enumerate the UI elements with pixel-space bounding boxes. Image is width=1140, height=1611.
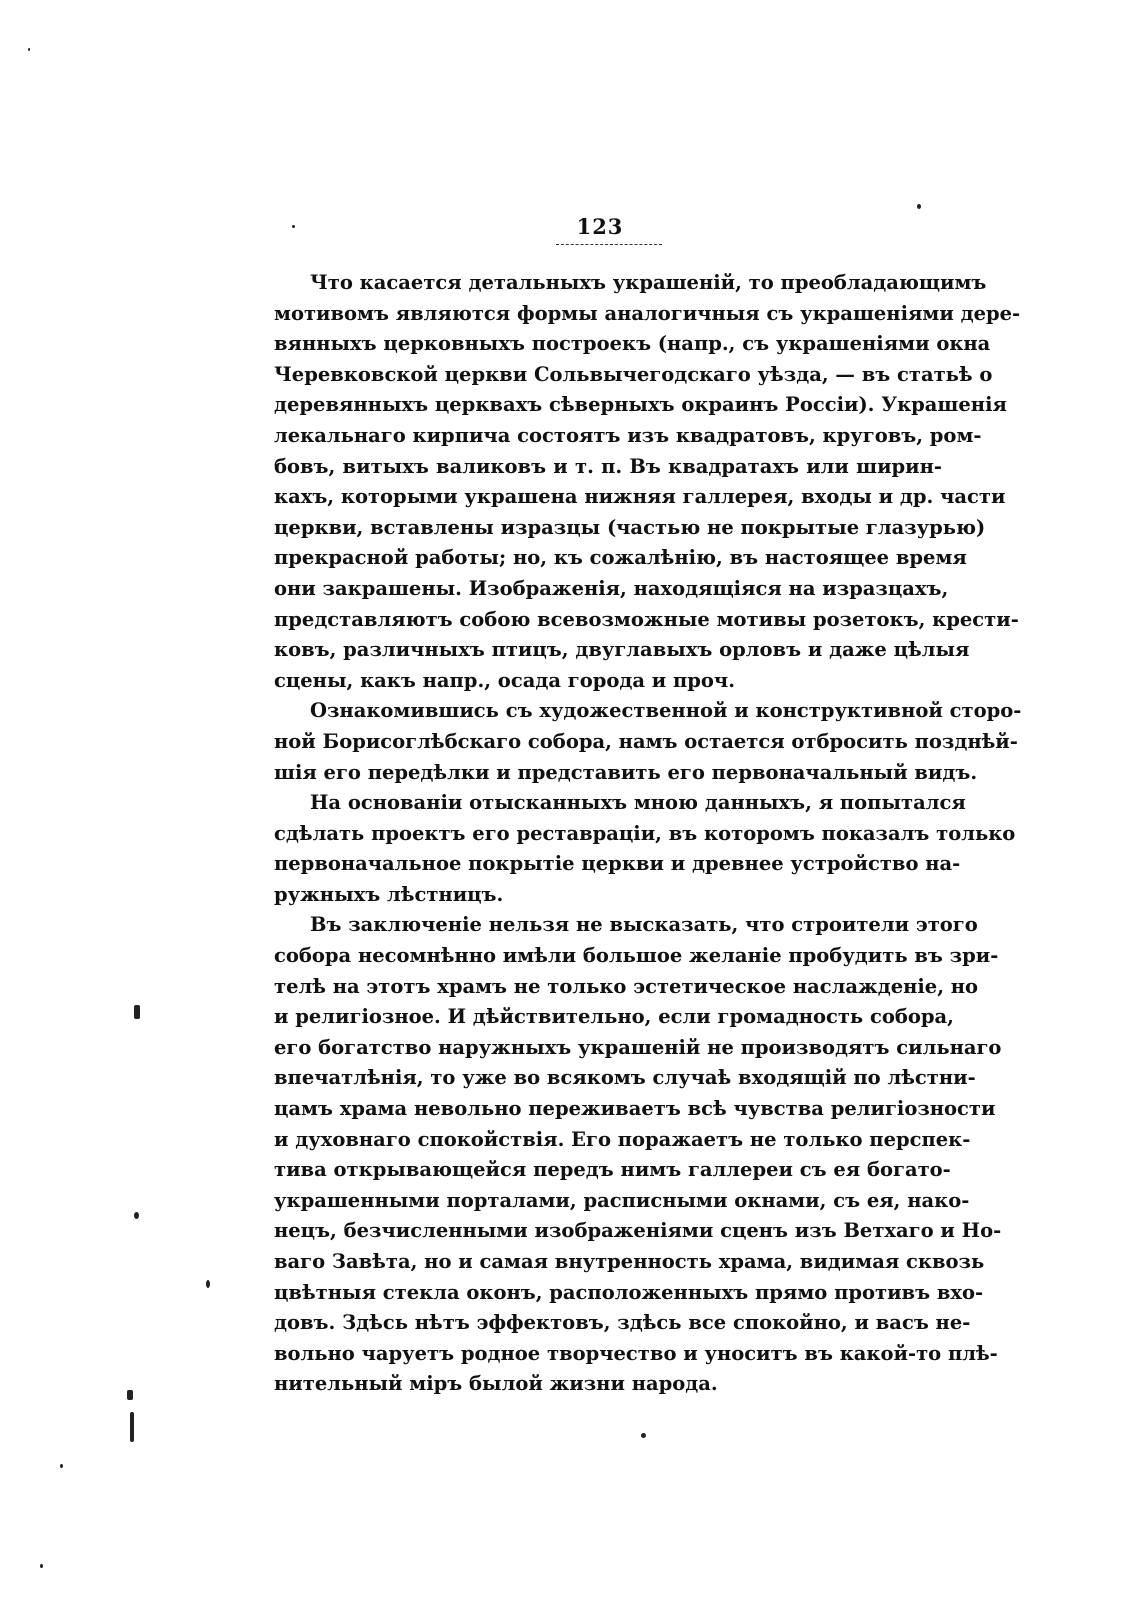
scan-speck xyxy=(40,1564,43,1568)
scan-speck xyxy=(134,1005,140,1019)
text-line: цамъ храма невольно переживаетъ всѣ чувства религіозности xyxy=(274,1097,996,1121)
text-line: лекальнаго кирпича состоятъ изъ квадратовъ, круговъ, ром- xyxy=(274,423,982,447)
paragraph xyxy=(274,788,1016,910)
scan-speck xyxy=(127,1390,133,1400)
text-line: украшенными порталами, расписными окнами, съ ея, нако- xyxy=(274,1188,970,1212)
text-line: Черевковской церкви Сольвычегодскаго уѣзда, — въ статьѣ о xyxy=(274,362,993,386)
text-line: прекрасной работы; но, къ сожалѣнію, въ настоящее время xyxy=(274,546,967,570)
scan-speck xyxy=(134,1212,139,1219)
text-line: сдѣлать проектъ его реставраціи, въ которомъ показалъ только xyxy=(274,821,1016,845)
text-line: вянныхъ церковныхъ построекъ (напр., съ украшеніями окна xyxy=(274,332,991,356)
text-line: они закрашены. Изображенія, находящіяся на изразцахъ, xyxy=(274,576,949,600)
scan-speck xyxy=(28,48,30,51)
text-line: ной Борисоглѣбскаго собора, намъ остается отбросить позднѣй- xyxy=(274,729,1018,753)
text-line: кахъ, которыми украшена нижняя галлерея, входы и др. части xyxy=(274,485,1006,509)
text-line: На основаніи отысканныхъ мною данныхъ, я попытался xyxy=(310,791,966,815)
text-line: цвѣтныя стекла оконъ, расположенныхъ прямо противъ вхо- xyxy=(274,1280,984,1304)
paragraph xyxy=(274,910,1002,1400)
text-line: ружныхъ лѣстницъ. xyxy=(274,882,504,906)
text-line: ковъ, различныхъ птицъ, двуглавыхъ орловъ и даже цѣлыя xyxy=(274,638,970,662)
scan-speck xyxy=(206,1280,210,1288)
text-line: представляютъ собою всевозможные мотивы розетокъ, крести- xyxy=(274,607,1019,631)
text-line: телѣ на этотъ храмъ не только эстетическое наслажденіе, но xyxy=(274,974,979,998)
text-line: его богатство наружныхъ украшеній не производятъ сильнаго xyxy=(274,1035,1002,1059)
text-line: нительный міръ былой жизни народа. xyxy=(274,1372,718,1396)
text-line: сцены, какъ напр., осада города и проч. xyxy=(274,668,735,692)
scan-speck xyxy=(917,204,921,209)
scan-speck xyxy=(641,1433,646,1438)
text-line: шія его передѣлки и представить его первоначальный видъ. xyxy=(274,760,978,784)
scan-speck xyxy=(130,1412,134,1442)
text-line: мотивомъ являются формы аналогичныя съ украшеніями дере- xyxy=(274,301,1021,325)
text-line: деревянныхъ церквахъ сѣверныхъ окраинъ Россіи). Украшенія xyxy=(274,393,1007,417)
text-line: собора несомнѣнно имѣли большое желаніе пробудить въ зри- xyxy=(274,944,999,968)
page-number-rule xyxy=(556,244,662,245)
page-number: 123 xyxy=(576,214,624,239)
text-line: тива открывающейся передъ нимъ галлереи съ ея богато- xyxy=(274,1158,951,1182)
paragraph xyxy=(274,696,1022,788)
text-line: впечатлѣнія, то уже во всякомъ случаѣ входящій по лѣстни- xyxy=(274,1066,976,1090)
paragraph xyxy=(274,268,1021,696)
scan-speck xyxy=(60,1464,63,1468)
body-text xyxy=(274,268,1022,1400)
text-line: нецъ, безчисленными изображеніями сценъ изъ Ветхаго и Но- xyxy=(274,1219,1002,1243)
text-line: Что касается детальныхъ украшеній, то преобладающимъ xyxy=(310,271,987,294)
text-line: и духовнаго спокойствія. Его поражаетъ не только перспек- xyxy=(274,1127,971,1151)
text-line: вольно чаруетъ родное творчество и уноситъ въ какой-то плѣ- xyxy=(274,1341,998,1365)
scan-speck xyxy=(292,225,295,228)
text-line: церкви, вставлены изразцы (частью не покрытые глазурью) xyxy=(274,515,986,539)
text-line: Въ заключеніе нельзя не высказать, что строители этого xyxy=(310,913,978,937)
text-line: бовъ, витыхъ валиковъ и т. п. Въ квадратахъ или ширин- xyxy=(274,454,942,478)
text-line: ваго Завѣта, но и самая внутренность храма, видимая сквозь xyxy=(274,1250,985,1273)
text-line: и религіозное. И дѣйствительно, если громадность собора, xyxy=(274,1005,954,1029)
text-line: довъ. Здѣсь нѣтъ эффектовъ, здѣсь все спокойно, и васъ не- xyxy=(274,1311,971,1335)
text-line: Ознакомившись съ художественной и конструктивной сторо- xyxy=(310,699,1022,723)
text-line: первоначальное покрытіе церкви и древнее устройство на- xyxy=(274,852,961,876)
